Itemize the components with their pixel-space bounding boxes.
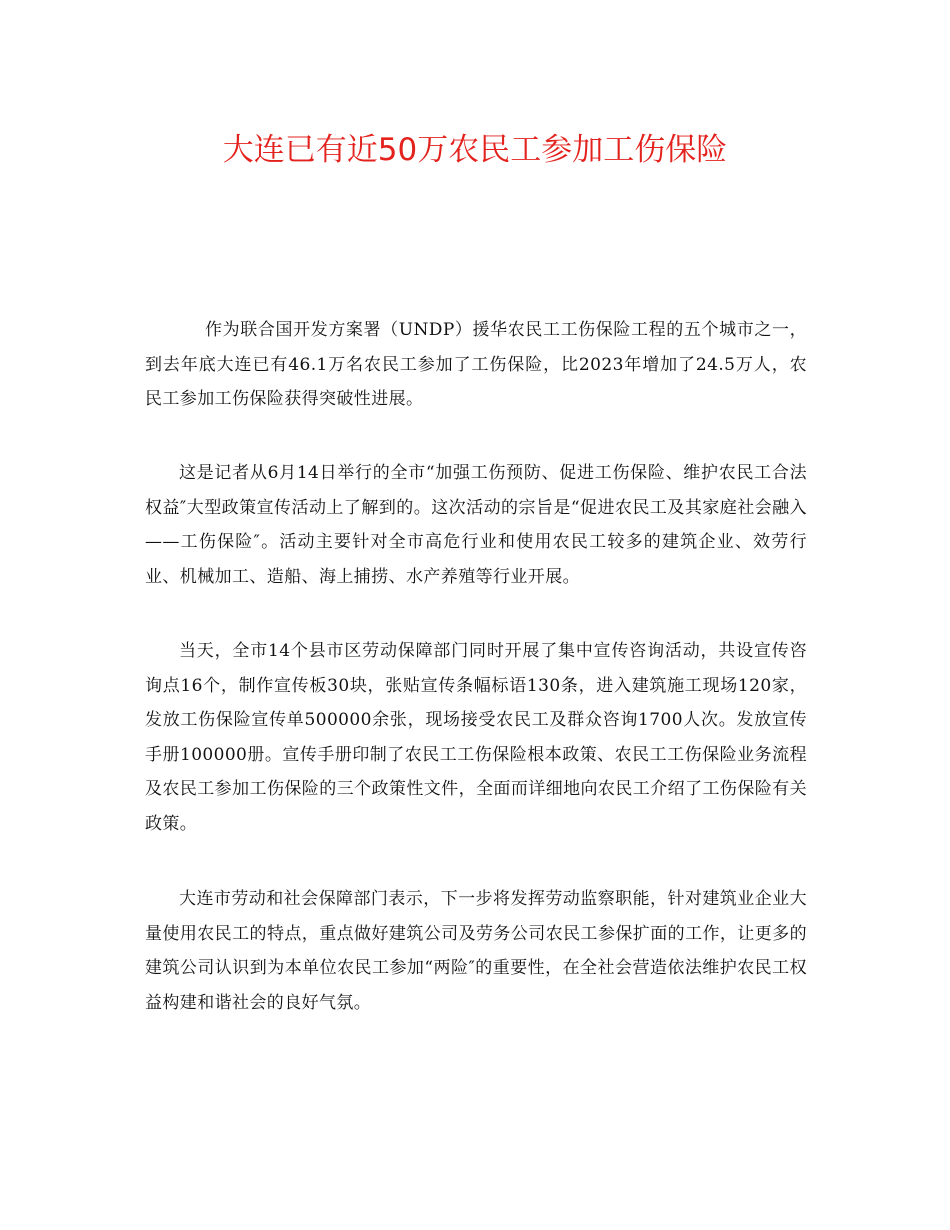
document-title: 大连已有近50万农民工参加工伤保险 [222,132,728,168]
paragraph-3: 当天，全市14个县市区劳动保障部门同时开展了集中宣传咨询活动，共设宣传咨询点16个，制作宣传板30块，张贴宣传条幅标语130条，进入建筑施工现场120家，发放工伤保险宣传单500000余张，现场接受农民工及群众咨询1700人次。发放宣传手册100000册。宣传手册印制了农民工工伤保险根本政策、农民工工伤保险业务流程及农民工参加工伤保险的三个政策性文件，全面而详细地向农民工介绍了工伤保险有关政策。 [145,641,807,834]
paragraph-2: 这是记者从6月14日举行的全市“加强工伤预防、促进工伤保险、维护农民工合法权益″大型政策宣传活动上了解到的。这次活动的宗旨是“促进农民工及其家庭社会融入——工伤保险″。活动主要针对全市高危行业和使用农民工较多的建筑企业、效劳行业、机械加工、造船、海上捕捞、水产养殖等行业开展。 [145,463,807,587]
paragraph-1: 作为联合国开发方案署（UNDP）援华农民工工伤保险工程的五个城市之一，到去年底大连已有46.1万名农民工参加了工伤保险，比2023年增加了24.5万人，农民工参加工伤保险获得突破性进展。 [145,320,807,409]
paragraph-4: 大连市劳动和社会保障部门表示，下一步将发挥劳动监察职能，针对建筑业企业大量使用农民工的特点，重点做好建筑公司及劳务公司农民工参保扩面的工作，让更多的建筑公司认识到为本单位农民工参加“两险″的重要性，在全社会营造依法维护农民工权益构建和谐社会的良好气氛。 [145,889,807,1013]
